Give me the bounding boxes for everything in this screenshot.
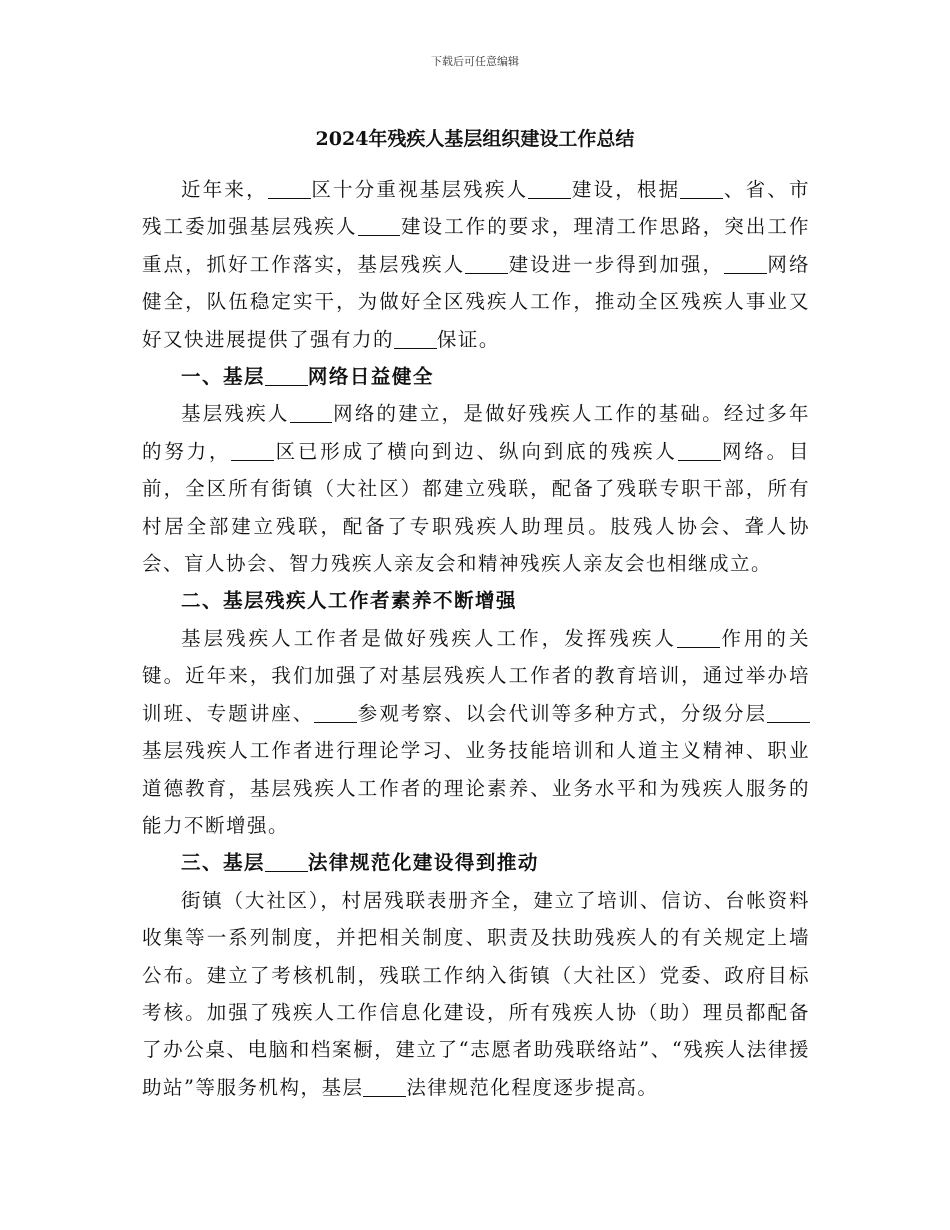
text-run: 街镇（大社区），村居残联表册齐全，建立了培训、信访、台帐资料收集等一系列制度，并把相关制度、职责及扶助残疾人的有关规定上墙公布。建立了考核机制，残联工作纳入街镇（大社区）党委、政府目标考核。加强了残疾人工作信息化建设，所有残疾人协（助）理员都配备了办公桌、电脑和档案橱，建立了“志愿者助残联络站”、“残疾人法律援助站”等服务机构，基层 xyxy=(142,888,810,1099)
text-run: 网络日益健全 xyxy=(307,365,434,389)
section-2-heading: 二、基层残疾人工作者素养不断增强 xyxy=(181,589,518,613)
text-run: 近年来， xyxy=(181,178,268,201)
text-run: 网络。目前，全区所有街镇（大社区）都建立残联，配备了残联专职干部，所有村居全部建立残联，配备了专职残疾人助理员。肢残人协会、聋人协会、盲人协会、智力残疾人亲友会和精神残疾人亲友会也相继成立。 xyxy=(142,439,810,576)
blank-line xyxy=(677,627,720,648)
document-body xyxy=(142,171,810,1106)
text-run: 基层残疾人工作者进行理论学习、业务技能培训和人道主义精神、职业道德教育，基层残疾人工作者的理论素养、业务水平和为残疾人服务的能力不断增强。 xyxy=(142,739,810,837)
blank-line xyxy=(724,253,767,274)
text-run: 法律规范化建设得到推动 xyxy=(307,851,539,875)
blank-line xyxy=(465,253,508,274)
text-run: 区十分重视基层残疾人 xyxy=(310,178,529,201)
intro-paragraph xyxy=(142,171,810,358)
blank-line xyxy=(290,403,333,424)
text-run: 网络健全，队伍稳定实干，为做好全区残疾人工作，推动全区残疾人事业又好又快进展提供了强有力的 xyxy=(142,252,810,351)
blank-line xyxy=(265,365,308,386)
section-3-heading xyxy=(142,844,810,881)
text-run: 建设，根据 xyxy=(571,178,681,201)
text-run: 参观考察、以会代训等多种方式，分级分层 xyxy=(357,701,768,725)
text-run: 网络的建立，是做好残疾人工作的基础。经过多年的努力， xyxy=(142,402,810,463)
blank-line xyxy=(528,178,571,199)
section-1-paragraph xyxy=(142,395,810,582)
blank-line xyxy=(268,178,311,199)
text-run: 保证。 xyxy=(436,327,500,351)
text-run: 一、基层 xyxy=(181,365,266,389)
text-run: 法律规范化程度逐步提高。 xyxy=(406,1075,659,1099)
text-run: 区已形成了横向到边、纵向到底的残疾人 xyxy=(274,439,678,463)
blank-line xyxy=(680,178,723,199)
blank-line xyxy=(265,852,308,873)
text-run: 基层残疾人 xyxy=(181,402,290,426)
document-title: 2024年残疾人基层组织建设工作总结 xyxy=(315,128,635,150)
section-1-heading xyxy=(142,358,810,395)
text-run: 三、基层 xyxy=(181,851,266,875)
blank-line xyxy=(678,440,721,461)
page-header: 下载后可任意编辑 xyxy=(431,55,519,68)
section-2-paragraph xyxy=(142,620,810,844)
blank-line xyxy=(767,702,810,723)
blank-line xyxy=(363,1076,406,1097)
blank-line xyxy=(394,328,437,349)
blank-line xyxy=(231,440,274,461)
text-run: 、省、市残工委加强基层残疾人 xyxy=(142,178,810,239)
text-run: 建设进一步得到加强， xyxy=(508,252,724,276)
text-run: 基层残疾人工作者是做好残疾人工作，发挥残疾人 xyxy=(181,626,677,650)
blank-line xyxy=(314,702,357,723)
blank-line xyxy=(358,216,401,237)
section-3-paragraph xyxy=(142,882,810,1106)
text-run: 建设工作的要求，理清工作思路，突出工作重点，抓好工作落实，基层残疾人 xyxy=(142,215,810,276)
text-run: 作用的关键。近年来，我们加强了对基层残疾人工作者的教育培训，通过举办培训班、专题讲座、 xyxy=(142,626,810,725)
